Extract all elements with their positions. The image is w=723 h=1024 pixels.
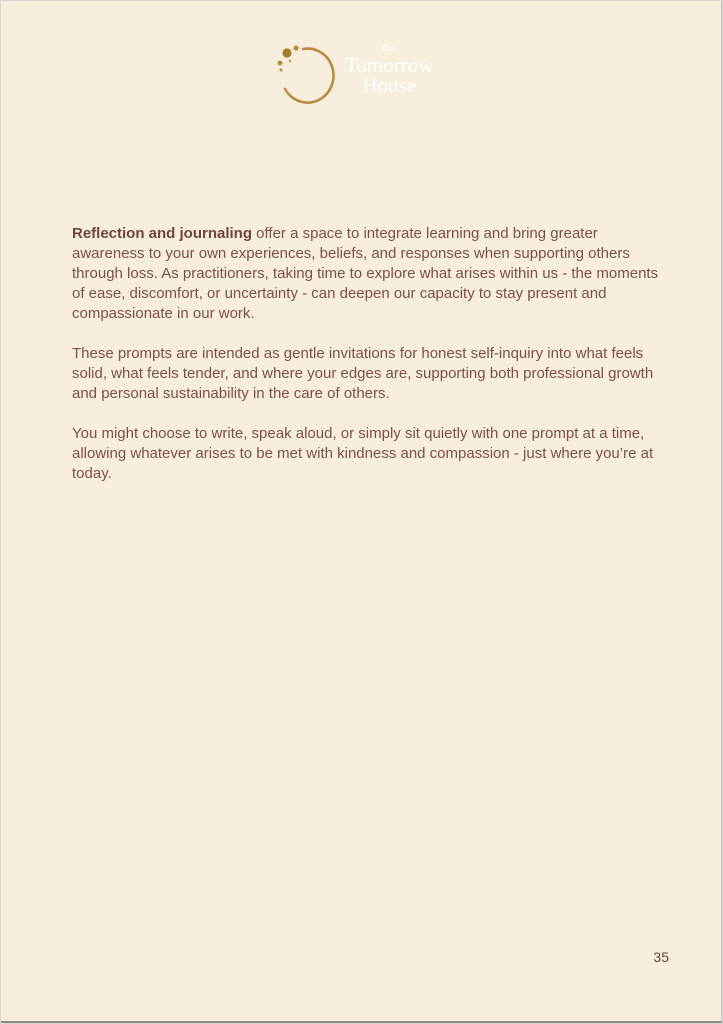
circle-dots-logo-icon [271,39,343,111]
brand-logo [271,39,461,111]
paragraph-3: You might choose to write, speak aloud, or simply sit quietly with one prompt at a time, allowing whatever arises to be met with kindness and compassion - just where you’re at today. [72,425,654,482]
logo-word-tomorrow: Tomorrow [345,53,434,77]
logo-word-the: the [382,42,396,54]
logo-wordmark [345,43,433,95]
body-text [72,224,662,504]
paragraph-1-bold-lead: Reflection and journaling [72,225,253,242]
page-number: 35 [653,949,669,965]
paragraph-1-text: offer a space to integrate learning and bring greater awareness to your own experiences, beliefs, and responses when supporting others through loss. As practitioners, taking time to explore what arises within us - the moments of ease, discomfort, or uncertainty - can deepen our capacity to stay present and compassionate in our work. [72,225,659,322]
document-page [1,1,722,1023]
logo-word-house: House [362,73,417,97]
paragraph-1 [72,224,662,324]
paragraph-2: These prompts are intended as gentle invitations for honest self-inquiry into what feels solid, what feels tender, and where your edges are, supporting both professional growth and personal sustainability in the care of others. [72,345,654,402]
